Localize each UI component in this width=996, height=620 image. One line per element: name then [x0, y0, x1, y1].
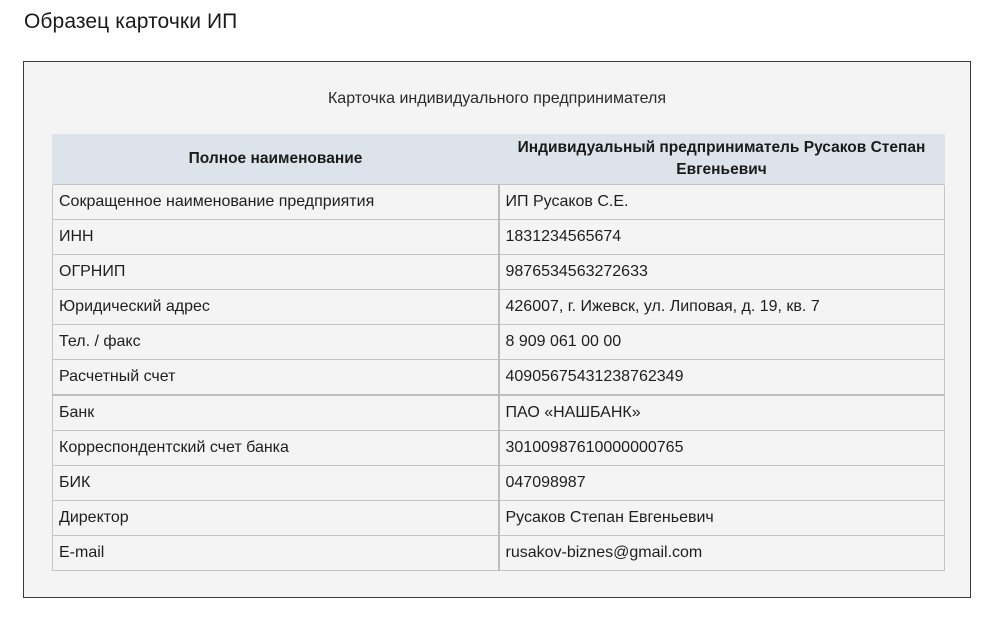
- table-row: [53, 360, 945, 396]
- row-label: Корреспондентский счет банка: [53, 431, 499, 466]
- table-row: [53, 185, 945, 220]
- row-value: Русаков Степан Евгеньевич: [499, 501, 945, 536]
- header-full-name-value: Индивидуальный предприниматель Русаков Степан Евгеньевич: [499, 134, 945, 185]
- row-value: 426007, г. Ижевск, ул. Липовая, д. 19, кв. 7: [499, 290, 945, 325]
- card-table: [52, 134, 945, 571]
- table-row: [53, 290, 945, 325]
- table-row: [53, 325, 945, 360]
- row-value: 8 909 061 00 00: [499, 325, 945, 360]
- header-full-name-label: Полное наименование: [53, 134, 499, 185]
- table-row: [53, 431, 945, 466]
- card-caption: Карточка индивидуального предпринимателя: [327, 90, 667, 107]
- row-label: ИНН: [53, 220, 499, 255]
- row-value: ИП Русаков С.Е.: [499, 185, 945, 220]
- row-value: 047098987: [499, 466, 945, 501]
- table-row: [53, 255, 945, 290]
- row-value: 40905675431238762349: [499, 360, 945, 396]
- card-frame: [23, 61, 971, 598]
- row-value: ПАО «НАШБАНК»: [499, 395, 945, 431]
- row-label: Расчетный счет: [53, 360, 499, 396]
- table-row: [53, 536, 945, 571]
- table-row: [53, 466, 945, 501]
- row-label: БИК: [53, 466, 499, 501]
- row-label: Директор: [53, 501, 499, 536]
- row-label: E-mail: [53, 536, 499, 571]
- row-label: Тел. / факс: [53, 325, 499, 360]
- row-value: 1831234565674: [499, 220, 945, 255]
- table-row: [53, 395, 945, 431]
- table-header-row: [53, 134, 945, 185]
- row-label: Сокращенное наименование предприятия: [53, 185, 499, 220]
- table-row: [53, 501, 945, 536]
- row-value: 30100987610000000765: [499, 431, 945, 466]
- row-label: Юридический адрес: [53, 290, 499, 325]
- page-title: Образец карточки ИП: [24, 10, 238, 33]
- table-row: [53, 220, 945, 255]
- row-label: ОГРНИП: [53, 255, 499, 290]
- row-label: Банк: [53, 395, 499, 431]
- row-value: 9876534563272633: [499, 255, 945, 290]
- email-value[interactable]: rusakov-biznes@gmail.com: [499, 536, 945, 571]
